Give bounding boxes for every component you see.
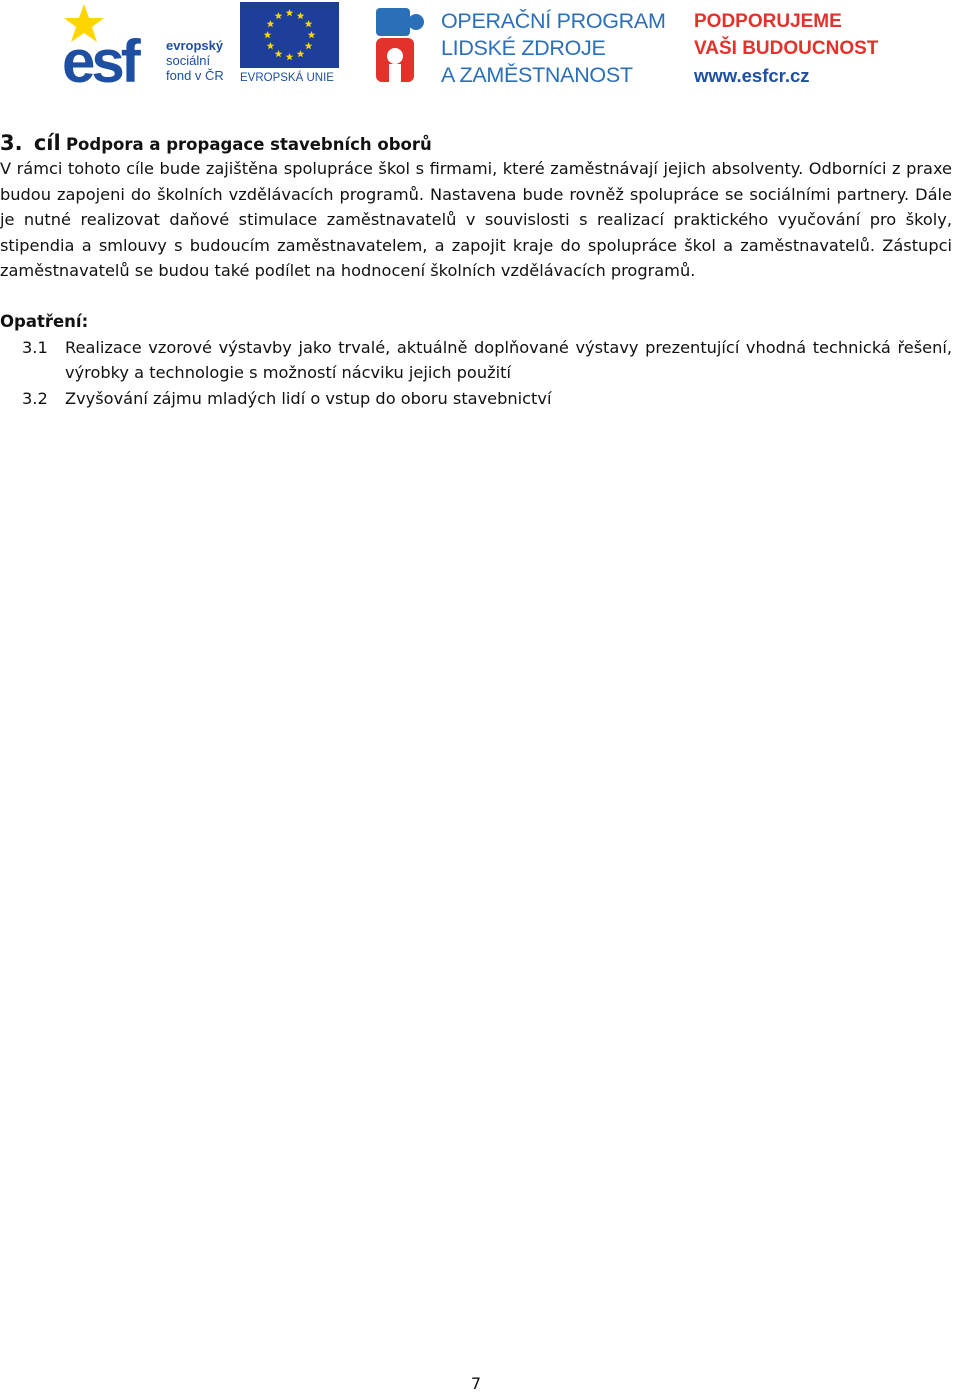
- measure-number: 3.2: [22, 388, 48, 408]
- section-title: Podpora a propagace stavebních oborů: [65, 135, 432, 154]
- list-item: [0, 335, 952, 386]
- section-cil: cíl: [33, 131, 61, 155]
- esf-logo: [62, 2, 232, 86]
- measures-list: [0, 335, 952, 412]
- list-item: [0, 386, 952, 412]
- measure-text: Realizace vzorové výstavby jako trvalé, aktuálně doplňované výstavy prezentující vhodná technická řešení, výrobky a technologie s možností nácviku jejich použití: [65, 337, 952, 383]
- svg-text:esf: esf: [62, 28, 137, 86]
- page-number: 7: [470, 1374, 482, 1393]
- measure-text: Zvyšování zájmu mladých lidí o vstup do oboru stavebnictví: [65, 388, 552, 408]
- esfcr-url: www.esfcr.cz: [694, 65, 810, 86]
- measure-number: 3.1: [22, 337, 48, 357]
- document-body: [0, 128, 952, 411]
- esf-logo-text: evropský sociální fond v ČR: [166, 38, 224, 83]
- oplz-logo: [372, 2, 434, 86]
- header-logos: [0, 0, 960, 95]
- section-number: 3.: [0, 131, 23, 155]
- oplz-program-name: OPERAČNÍ PROGRAM LIDSKÉ ZDROJE A ZAMĚSTNANOST: [441, 9, 666, 87]
- eu-logo: [240, 2, 340, 86]
- puzzle-person-icon: [372, 2, 434, 86]
- slogan: PODPORUJEME VAŠI BUDOUCNOST www.esfcr.cz: [694, 8, 878, 89]
- measures-label: Opatření:: [0, 311, 89, 331]
- eu-caption: EVROPSKÁ UNIE: [240, 72, 334, 84]
- section-paragraph: V rámci tohoto cíle bude zajištěna spolupráce škol s firmami, které zaměstnávají jejich absolventy. Odborníci z praxe budou zapojeni do školních vzdělávacích programů. Nastavena bude rovněž spolupráce se sociálními partnery. Dále je nutné realizovat daňové stimulace zaměstnavatelů v souvislosti s realizací praktického vyučování pro školy, stipendia a smlouvy s budoucím zaměstnavatelem, a zapojit kraje do spolupráce škol a zaměstnavatelů. Zástupci zaměstnavatelů se budou také podílet na hodnocení školních vzdělávacích programů.: [0, 159, 952, 281]
- eu-flag-icon: [240, 2, 339, 68]
